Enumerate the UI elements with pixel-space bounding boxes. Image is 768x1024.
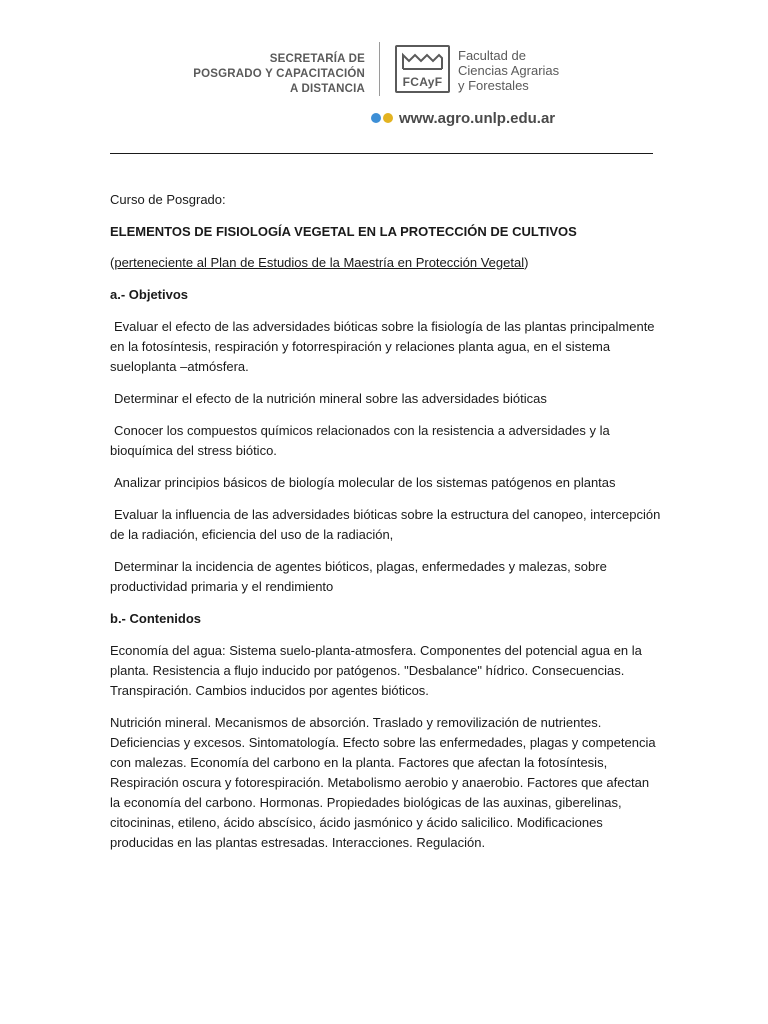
secretaria-title: SECRETARÍA DE POSGRADO Y CAPACITACIÓN A DISTANCIA — [193, 53, 365, 95]
facultad-name: Facultad de Ciencias Agrarias y Forestales — [458, 48, 560, 93]
objective-item: Evaluar el efecto de las adversidades bióticas sobre la fisiología de las plantas principalmente en la fotosíntesis, respiración y fotorrespiración y relaciones planta agua, en el sistema sueloplanta –atmósfera. — [110, 319, 655, 374]
website-link[interactable]: www.agro.unlp.edu.ar — [399, 109, 556, 127]
course-title: ELEMENTOS DE FISIOLOGÍA VEGETAL EN LA PROTECCIÓN DE CULTIVOS — [110, 224, 577, 239]
objective-item: Analizar principios básicos de biología molecular de los sistemas patógenos en plantas — [114, 475, 616, 490]
objective-item: Determinar el efecto de la nutrición mineral sobre las adversidades bióticas — [114, 391, 547, 406]
contents-heading: b.- Contenidos — [110, 611, 201, 626]
logo-letters: FCAyF — [402, 75, 443, 89]
logo-emblem-icon — [397, 47, 448, 75]
plan-link[interactable]: perteneciente al Plan de Estudios de la Maestría en Protección Vegetal — [114, 255, 525, 270]
header-divider — [379, 42, 380, 96]
blue-dot-icon — [371, 113, 381, 123]
objectives-heading: a.- Objetivos — [110, 287, 189, 302]
header-rule — [110, 153, 653, 154]
fcayf-logo — [395, 45, 450, 93]
contents-paragraph: Nutrición mineral. Mecanismos de absorción. Traslado y removilización de nutrientes. Deficiencias y excesos. Sintomatología. Efecto sobre las enfermedades, plagas y competencia con malezas. Economía del carbono en la planta. Factores que afectan la fotosíntesis, Respiración oscura y fotorespiración. Metabolismo aerobio y anaerobio. Factores que afectan la economía del carbono. Hormonas. Propiedades biológicas de las auxinas, giberelinas, citocininas, etileno, ácido abscísico, ácido jasmónico y ácido salicilico. Modificaciones producidas en las plantas estresadas. Interacciones. Regulación. — [110, 715, 656, 850]
objective-item: Determinar la incidencia de agentes bióticos, plagas, enfermedades y malezas, sobre productividad primaria y el rendimiento — [110, 559, 607, 594]
contents-paragraph: Economía del agua: Sistema suelo-planta-atmosfera. Componentes del potencial agua en la planta. Resistencia a flujo inducido por patógenos. "Desbalance" hídrico. Consecuencias. Transpiración. Cambios inducidos por agentes bióticos. — [110, 643, 642, 698]
objective-item: Conocer los compuestos químicos relacionados con la resistencia a adversidades y la bioquímica del stress biótico. — [110, 423, 610, 458]
course-subtitle: (perteneciente al Plan de Estudios de la Maestría en Protección Vegetal) — [110, 255, 529, 270]
yellow-dot-icon — [383, 113, 393, 123]
course-label: Curso de Posgrado: — [110, 192, 226, 207]
website-row — [371, 108, 555, 128]
letterhead — [0, 0, 768, 140]
document-body — [110, 190, 662, 865]
objective-item: Evaluar la influencia de las adversidades bióticas sobre la estructura del canopeo, intercepción de la radiación, eficiencia del uso de la radiación, — [110, 507, 661, 542]
